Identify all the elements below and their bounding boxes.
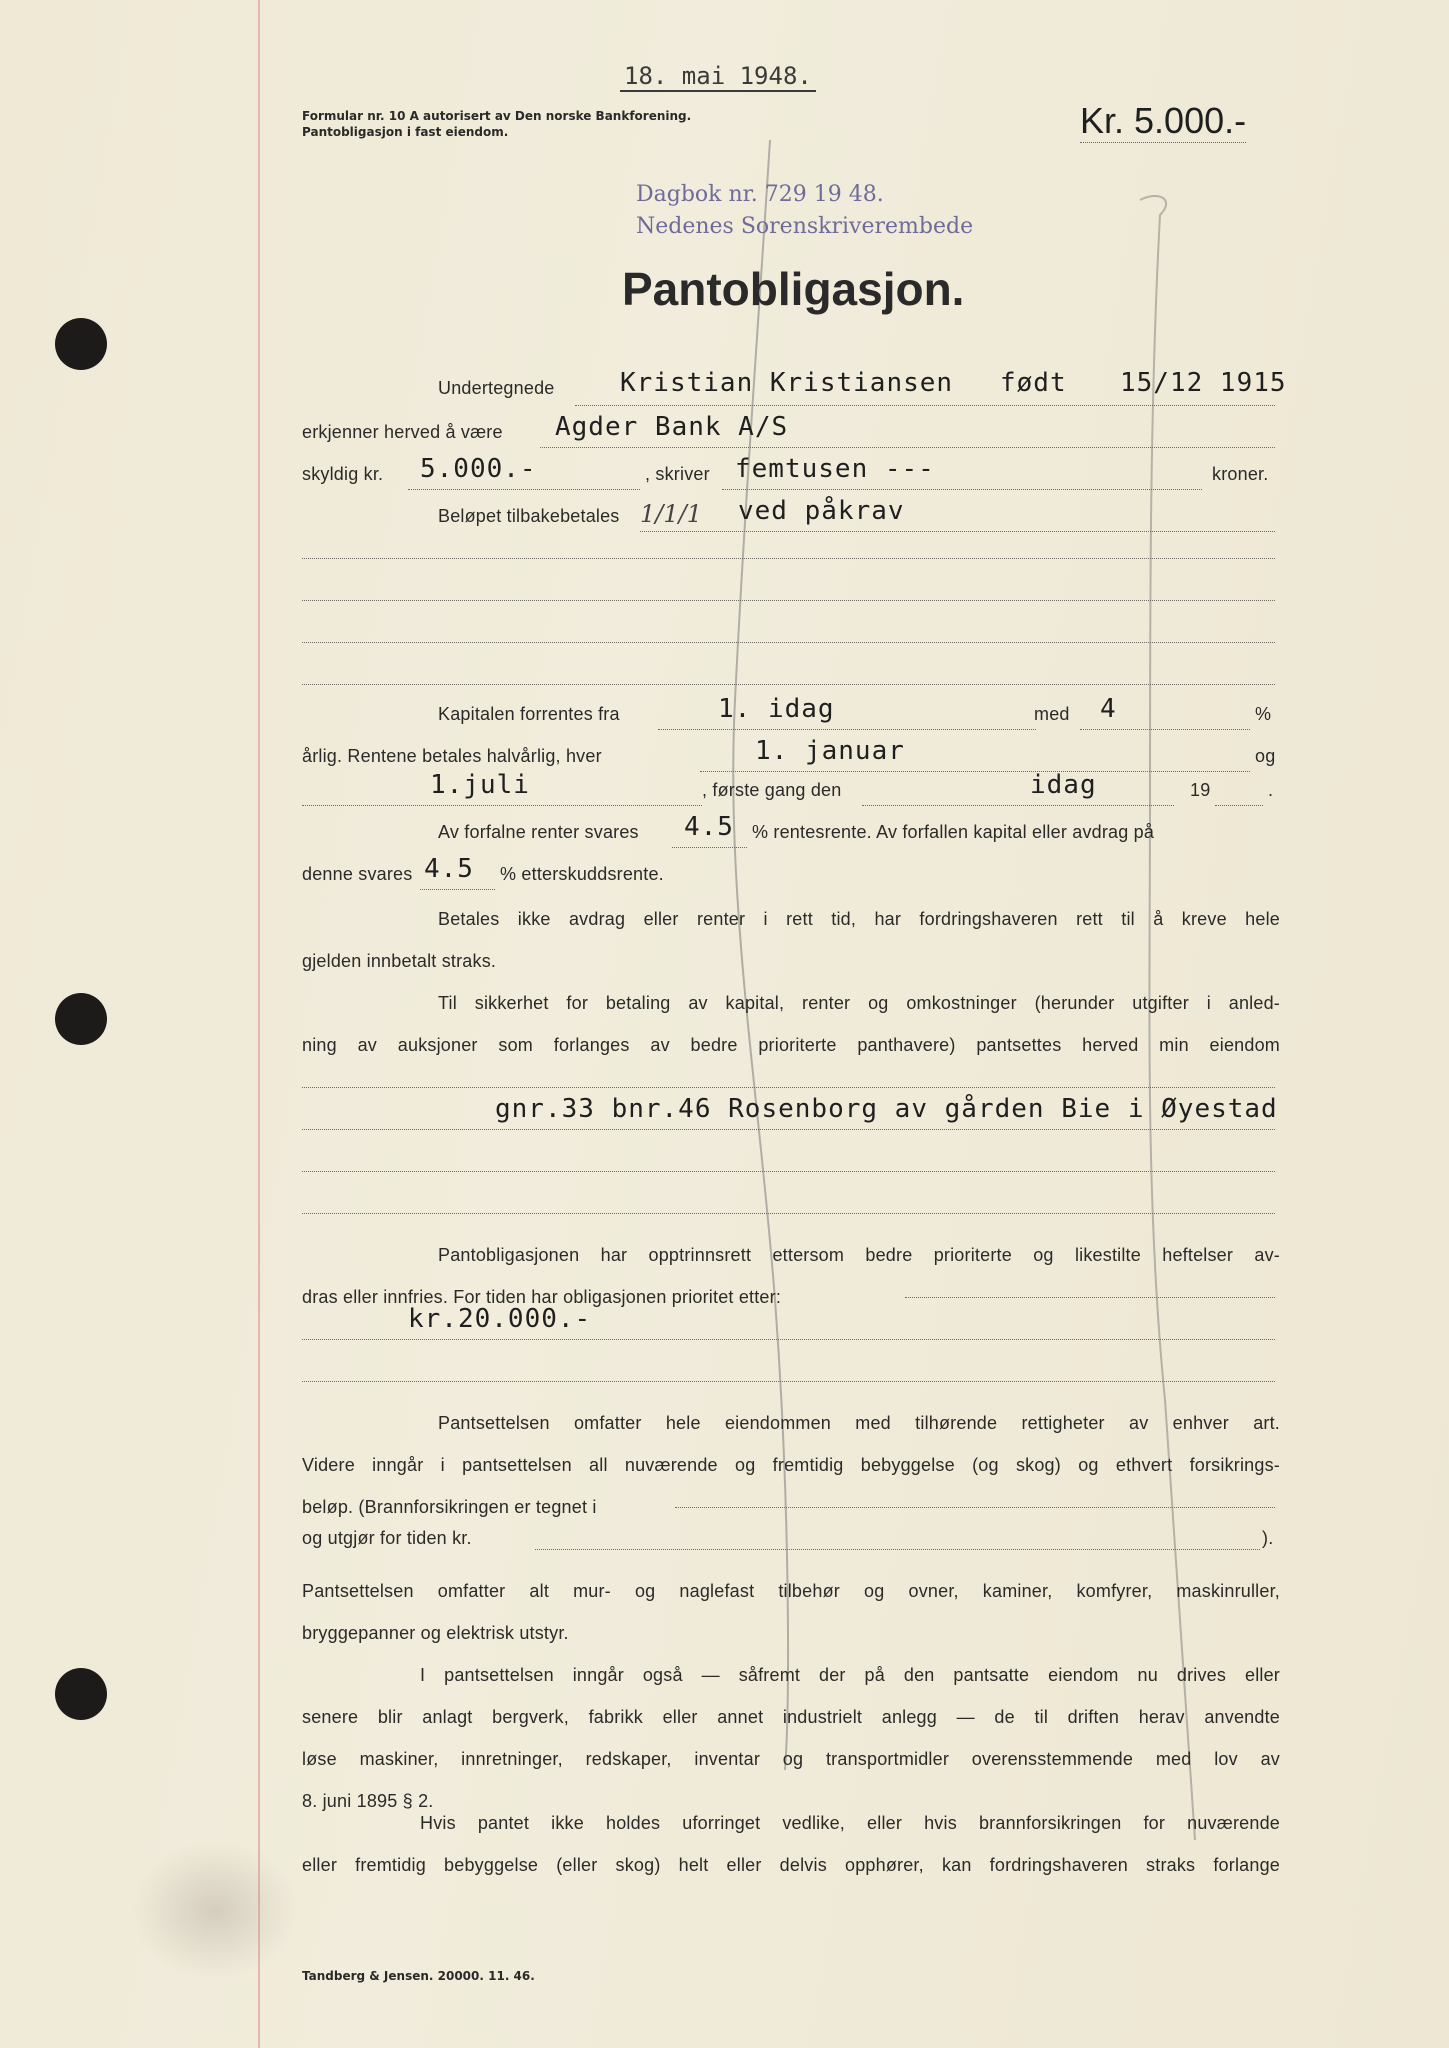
text-line: eller fremtidig bebyggelse (eller skog) helt eller delvis opphører, kan fordringshaveren straks forlange xyxy=(302,1855,1280,1875)
form-note-line2: Pantobligasjon i fast eiendom. xyxy=(302,125,509,139)
text-line: Videre inngår i pantsettelsen all nuværende og fremtidig bebyggelse (og skog) og ethvert forsikrings- xyxy=(302,1455,1280,1475)
compound-rate: 4.5 xyxy=(684,812,734,842)
label-forste: , første gang den xyxy=(702,780,842,800)
paragraph-betales xyxy=(302,898,1280,982)
field-line xyxy=(540,447,1275,448)
field-line xyxy=(640,531,1275,532)
field-line xyxy=(1215,805,1263,806)
field-line xyxy=(302,1129,1275,1130)
field-line xyxy=(722,489,1202,490)
text-line: og utgjør for tiden kr. xyxy=(302,1528,472,1548)
payment-date-1: 1. januar xyxy=(755,736,905,766)
form-note-line1: Formular nr. 10 A autorisert av Den norske Bankforening. xyxy=(302,109,692,123)
label-arlig: årlig. Rentene betales halvårlig, hver xyxy=(302,746,602,766)
label-undertegnede: Undertegnede xyxy=(438,378,555,398)
first-payment: idag xyxy=(1030,770,1097,800)
paragraph-sikkerhet xyxy=(302,982,1280,1066)
text-line: løse maskiner, innretninger, redskaper, inventar og transportmidler overensstemmende med lov av xyxy=(302,1749,1280,1769)
field-line xyxy=(658,729,1036,730)
text-line: Pantobligasjonen har opptrinnsrett ettersom bedre prioriterte og likestilte heftelser av- xyxy=(438,1245,1280,1265)
born-date: 15/12 1915 xyxy=(1120,368,1287,398)
label-skyldig: skyldig kr. xyxy=(302,464,384,484)
rentesrente-text: % rentesrente. Av forfallen kapital eller avdrag på xyxy=(752,822,1155,842)
document-title: Pantobligasjon. xyxy=(622,263,965,315)
period: . xyxy=(1268,780,1274,800)
field-line xyxy=(535,1549,1260,1550)
text-line: Til sikkerhet for betaling av kapital, renter og omkostninger (herunder utgifter i anled- xyxy=(438,993,1280,1013)
text-line: bryggepanner og elektrisk utstyr. xyxy=(302,1623,569,1643)
amount-words: femtusen --- xyxy=(735,454,935,484)
field-line xyxy=(905,1297,1275,1298)
amount-numeric: 5.000.- xyxy=(420,454,537,484)
blank-line xyxy=(302,642,1275,643)
label-belop: Beløpet tilbakebetales xyxy=(438,506,620,526)
field-line xyxy=(672,847,747,848)
paragraph-industri xyxy=(302,1654,1280,1822)
registry-stamp-line1: Dagbok nr. 729 19 48. xyxy=(636,182,884,207)
blank-line xyxy=(302,1381,1275,1382)
prior-liens: kr.20.000.- xyxy=(408,1304,592,1334)
field-line xyxy=(675,1507,1275,1508)
text-line: dras eller innfries. For tiden har obligasjonen prioritet etter: xyxy=(302,1287,782,1307)
debtor-name: Kristian Kristiansen xyxy=(620,368,954,398)
text-line: 8. juni 1895 § 2. xyxy=(302,1791,434,1811)
label-forfalne: Av forfalne renter svares xyxy=(438,822,639,842)
field-line xyxy=(408,489,640,490)
label-med: med xyxy=(1034,704,1070,724)
field-line xyxy=(700,771,1250,772)
blank-line xyxy=(302,1213,1275,1214)
property-description: gnr.33 bnr.46 Rosenborg av gården Bie i Øyestad xyxy=(495,1094,1278,1124)
blank-line xyxy=(302,1171,1275,1172)
etterskudd-text: % etterskuddsrente. xyxy=(500,864,664,884)
paragraph-tilbehor xyxy=(302,1570,1280,1654)
label-skriver: , skriver xyxy=(645,464,710,484)
interest-rate: 4 xyxy=(1100,694,1117,724)
paragraph-omfatter xyxy=(302,1402,1280,1528)
payment-date-2: 1.juli xyxy=(430,770,530,800)
percent-sign: % xyxy=(1255,704,1272,724)
creditor-name: Agder Bank A/S xyxy=(555,412,789,442)
paragraph-hvis xyxy=(302,1802,1280,1886)
text-line: senere blir anlagt bergverk, fabrikk eller annet industrielt anlegg — de til driften herav anvendte xyxy=(302,1707,1280,1727)
field-line xyxy=(420,889,495,890)
text-line: Pantsettelsen omfatter hele eiendommen med tilhørende rettigheter av enhver art. xyxy=(438,1413,1280,1433)
registry-stamp-line2: Nedenes Sorenskriverembede xyxy=(636,214,974,239)
text-line: gjelden innbetalt straks. xyxy=(302,951,497,971)
text-line: Betales ikke avdrag eller renter i rett tid, har fordringshaveren rett til å kreve hele xyxy=(438,909,1280,929)
text-line: I pantsettelsen inngår også — såfremt der på den pantsatte eiendom nu drives eller xyxy=(420,1665,1280,1685)
field-line xyxy=(1080,729,1250,730)
text-line: Pantsettelsen omfatter alt mur- og naglefast tilbehør og ovner, kaminer, komfyrer, maskinruller, xyxy=(302,1581,1280,1601)
blank-line xyxy=(302,684,1275,685)
text-line: ning av auksjoner som forlanges av bedre prioriterte panthavere) pantsettes herved min eiendom xyxy=(302,1035,1280,1055)
document-date: 18. mai 1948. xyxy=(620,62,816,92)
field-line xyxy=(575,405,1275,406)
label-denne: denne svares xyxy=(302,864,413,884)
label-born: født xyxy=(1000,368,1067,398)
text-line: Hvis pantet ikke holdes uforringet vedlike, eller hvis brannforsikringen for nuværende xyxy=(420,1813,1280,1833)
label-erkjenner: erkjenner herved å være xyxy=(302,422,503,442)
blank-line xyxy=(302,558,1275,559)
label-kapital: Kapitalen forrentes fra xyxy=(438,704,620,724)
text-line: beløp. (Brannforsikringen er tegnet i xyxy=(302,1497,597,1517)
blank-line xyxy=(302,600,1275,601)
late-rate: 4.5 xyxy=(424,854,474,884)
blank-line xyxy=(302,1087,1275,1088)
repayment-terms: ved påkrav xyxy=(738,496,905,526)
printer-imprint: Tandberg & Jensen. 20000. 11. 46. xyxy=(302,1969,535,1983)
header-amount: Kr. 5.000.- xyxy=(1080,100,1247,141)
text-line: ). xyxy=(1262,1528,1274,1548)
year-prefix: 19 xyxy=(1190,780,1211,800)
handwritten-mark: 1/1/1 xyxy=(640,500,702,528)
field-line xyxy=(862,805,1174,806)
interest-start: 1. idag xyxy=(718,694,835,724)
field-line xyxy=(302,1339,1275,1340)
field-line xyxy=(302,805,702,806)
label-og: og xyxy=(1255,746,1276,766)
label-kroner: kroner. xyxy=(1212,464,1269,484)
